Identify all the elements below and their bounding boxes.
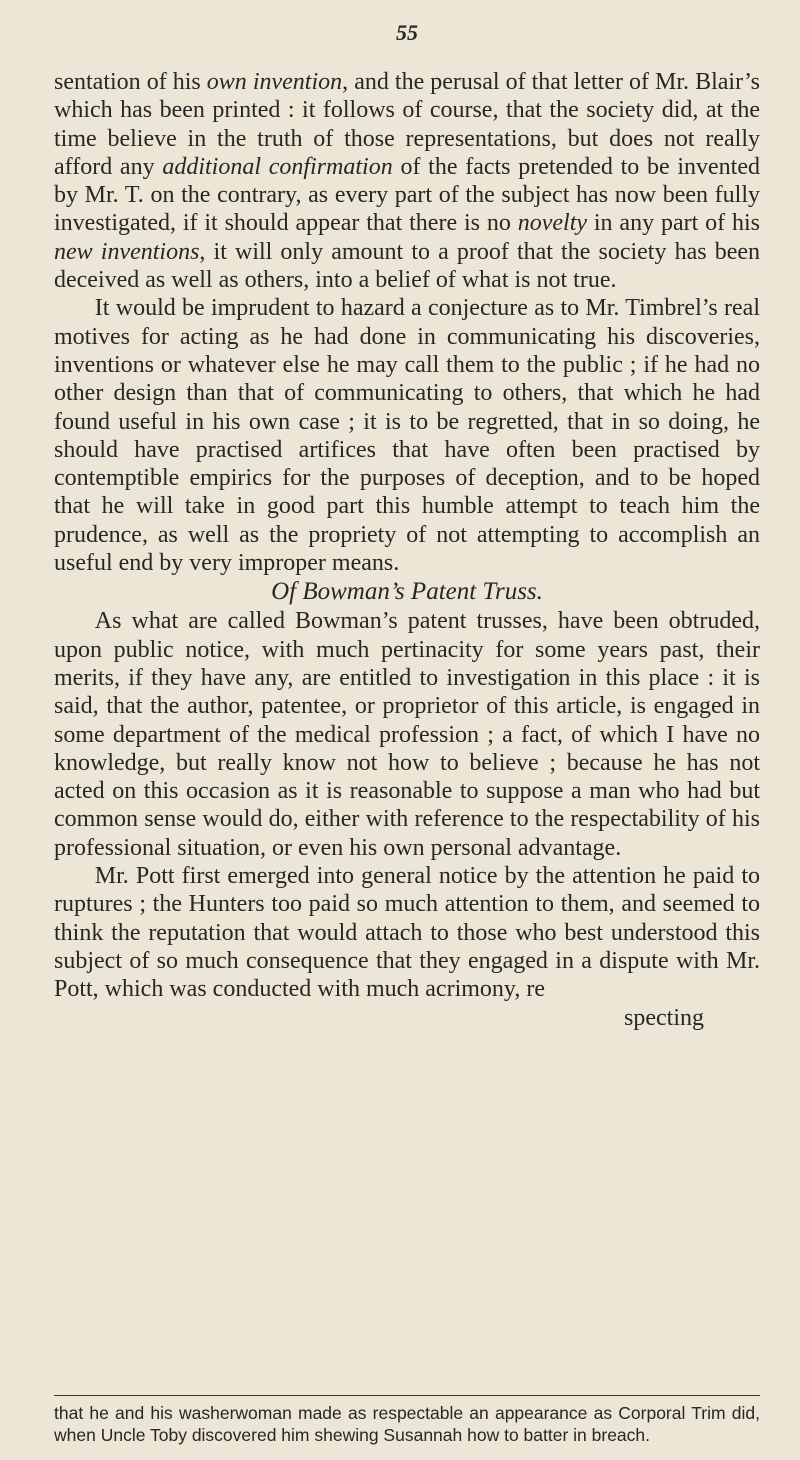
book-page: [54, 0, 760, 1460]
text-run: It would be imprudent to hazard a conjecture as to Mr. Timbrel’s real motives for acting as he had done in communicating his discoveries, inventions or whatever else he may call them to the public ; if he had no other design than that of communicating to others, that which he had found useful in his own case ; it is to be regretted, that in so doing, he should have practised artifices that have often been practised by contemptible empirics for the purposes of deception, and to be hoped that he will take in good part this humble attempt to teach him the prudence, as well as the propriety of not attempting to accomplish an useful end by very improper means.: [54, 295, 760, 577]
text-run: As what are called Bowman’s patent trusses, have been obtruded, upon public notice, with much pertinacity for some years past, their merits, if they have any, are entitled to investigation in this place : it is said, that the author, patentee, or proprietor of this article, is engaged in some department of the medical profession ; a fact, of which I have no knowledge, but really know not how to believe ; because he has not acted on this occasion as it is reasonable to suppose a man who had but common sense would do, either with reference to the respectability of his professional situation, or even his own personal advantage.: [54, 608, 760, 861]
paragraph-1: [54, 68, 760, 294]
text-run: Mr. Pott first emerged into general notice by the attention he paid to ruptures ; the Hunters too paid so much attention to them, and seemed to think the reputation that would attach to those who best understood this subject of so much consequence that they engaged in a dispute with Mr. Pott, which was conducted with much acrimony, re: [54, 863, 760, 1003]
paragraph-4: [54, 862, 760, 1003]
footnote-rule: [54, 1395, 760, 1396]
paragraph-3: [54, 607, 760, 862]
italic-text: additional confirmation: [162, 153, 393, 180]
section-heading: Of Bowman’s Patent Truss.: [271, 578, 543, 606]
catchword: specting: [624, 1004, 704, 1031]
page-number: 55: [396, 20, 418, 45]
footnote: [54, 1402, 760, 1446]
text-run: sentation of his: [54, 69, 207, 95]
text-run: , and the perusal of that letter of Mr. Blair’s which has been printed : it follows of course, that the society did, at the time believe in the truth of those representations, but does not really afford any: [54, 69, 760, 180]
text-run: of the facts pretended to be invented by Mr. T. on the contrary, as every part of the subject has now been fully investigated, if it should appear that there is no: [54, 153, 760, 237]
paragraph-2: [54, 294, 760, 577]
italic-text: own invention: [206, 69, 343, 95]
text-run: in any part of his: [587, 210, 760, 237]
text-run: , it will only amount to a proof that the society has been deceived as well as others, into a belief of what is not true.: [54, 238, 760, 294]
footnote-text: that he and his washerwoman made as respectable an appearance as Corporal Trim did, when Uncle Toby discovered him shewing Susannah how to batter in breach.: [54, 1403, 760, 1445]
italic-text: novelty: [517, 210, 588, 237]
body-text: [54, 68, 760, 1032]
italic-text: new inventions: [54, 238, 200, 265]
